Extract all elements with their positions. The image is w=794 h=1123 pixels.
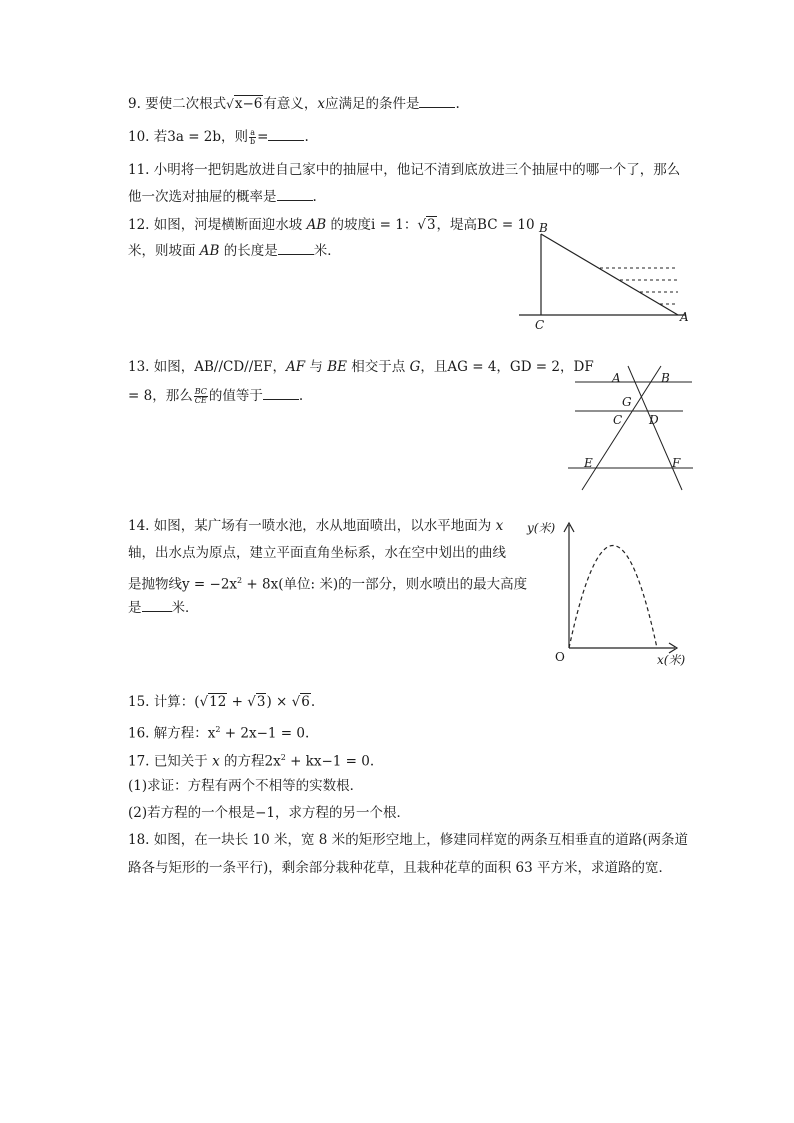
answer-blank <box>277 188 313 201</box>
question-14-line4: 是 米． <box>128 600 199 616</box>
label-D: D <box>649 413 659 427</box>
question-12-line1: 12. 如图，河堤横断面迎水坡 AB 的坡度i = 1：√3，堤高BC = 10 <box>128 217 535 233</box>
figure-12-embankment <box>515 220 695 335</box>
question-9: 9. 要使二次根式√x−6有意义，x应满足的条件是 . <box>128 96 460 112</box>
answer-blank <box>142 599 172 612</box>
question-11-line1: 11. 小明将一把钥匙放进自己家中的抽屉中，他记不清到底放进三个抽屉中的哪一个了，那么 <box>128 162 681 178</box>
label-B: B <box>539 221 548 235</box>
figure-14-parabola <box>525 515 700 670</box>
label-A: A <box>680 310 689 324</box>
figure-13-parallel-lines <box>565 360 705 495</box>
question-17-part2: (2)若方程的一个根是−1，求方程的另一个根． <box>128 805 411 821</box>
y-axis-label: y(米) <box>527 521 556 535</box>
answer-blank <box>268 128 304 141</box>
question-12-line2: 米，则坡面 AB 的长度是 米． <box>128 243 341 259</box>
fraction: $\frac{a}{b}$ <box>250 128 256 146</box>
question-10: 10. 若3a = 2b，则 $\frac{a}{b}$ = . <box>128 128 309 146</box>
question-13-line1: 13. 如图，AB//CD//EF，AF 与 BE 相交于点 G，且AG = 4，GD = 2，DF <box>128 359 594 375</box>
answer-blank <box>419 95 455 108</box>
question-17-part1: (1)求证：方程有两个不相等的实数根． <box>128 778 364 794</box>
answer-blank <box>263 387 299 400</box>
question-13-line2: = 8，那么 $\frac{BC}{CE}$ 的值等于 . <box>128 387 304 405</box>
label-C: C <box>613 413 623 427</box>
question-11-line2: 他一次选对抽屉的概率是 . <box>128 189 317 205</box>
x-axis-label: x(米) <box>657 653 686 667</box>
question-18-line1: 18. 如图，在一块长 10 米，宽 8 米的矩形空地上，修建同样宽的两条互相垂直的道路(两条道 <box>128 832 688 848</box>
fraction: $\frac{BC}{CE}$ <box>194 387 207 405</box>
label-C: C <box>535 318 545 332</box>
question-17: 17. 已知关于 x 的方程$2x^2 + kx-1 = 0$. <box>128 753 375 770</box>
label-B: B <box>661 371 670 385</box>
radicand: x−6 <box>234 96 263 112</box>
label-G: G <box>622 395 632 409</box>
question-15: 15. 计算：(√12 + √3) × √6. <box>128 694 316 710</box>
question-14-line3: 是抛物线$y = -2x^2 + 8x$(单位: 米)的一部分，则水喷出的最大高度 <box>128 576 528 593</box>
label-E: E <box>584 456 593 470</box>
question-14-line1: 14. 如图，某广场有一喷水池，水从地面喷出，以水平地面为 x <box>128 518 504 534</box>
question-14-line2: 轴，出水点为原点，建立平面直角坐标系，水在空中划出的曲线 <box>128 545 506 561</box>
label-A: A <box>612 371 621 385</box>
label-F: F <box>672 456 681 470</box>
answer-blank <box>278 242 314 255</box>
question-16: 16. 解方程：$x^2 + 2x-1 = 0$. <box>128 725 310 742</box>
question-18-line2: 路各与矩形的一条平行)，剩余部分栽种花草，且栽种花草的面积 63 平方米，求道路的宽． <box>128 860 673 876</box>
origin-label: O <box>555 650 565 664</box>
